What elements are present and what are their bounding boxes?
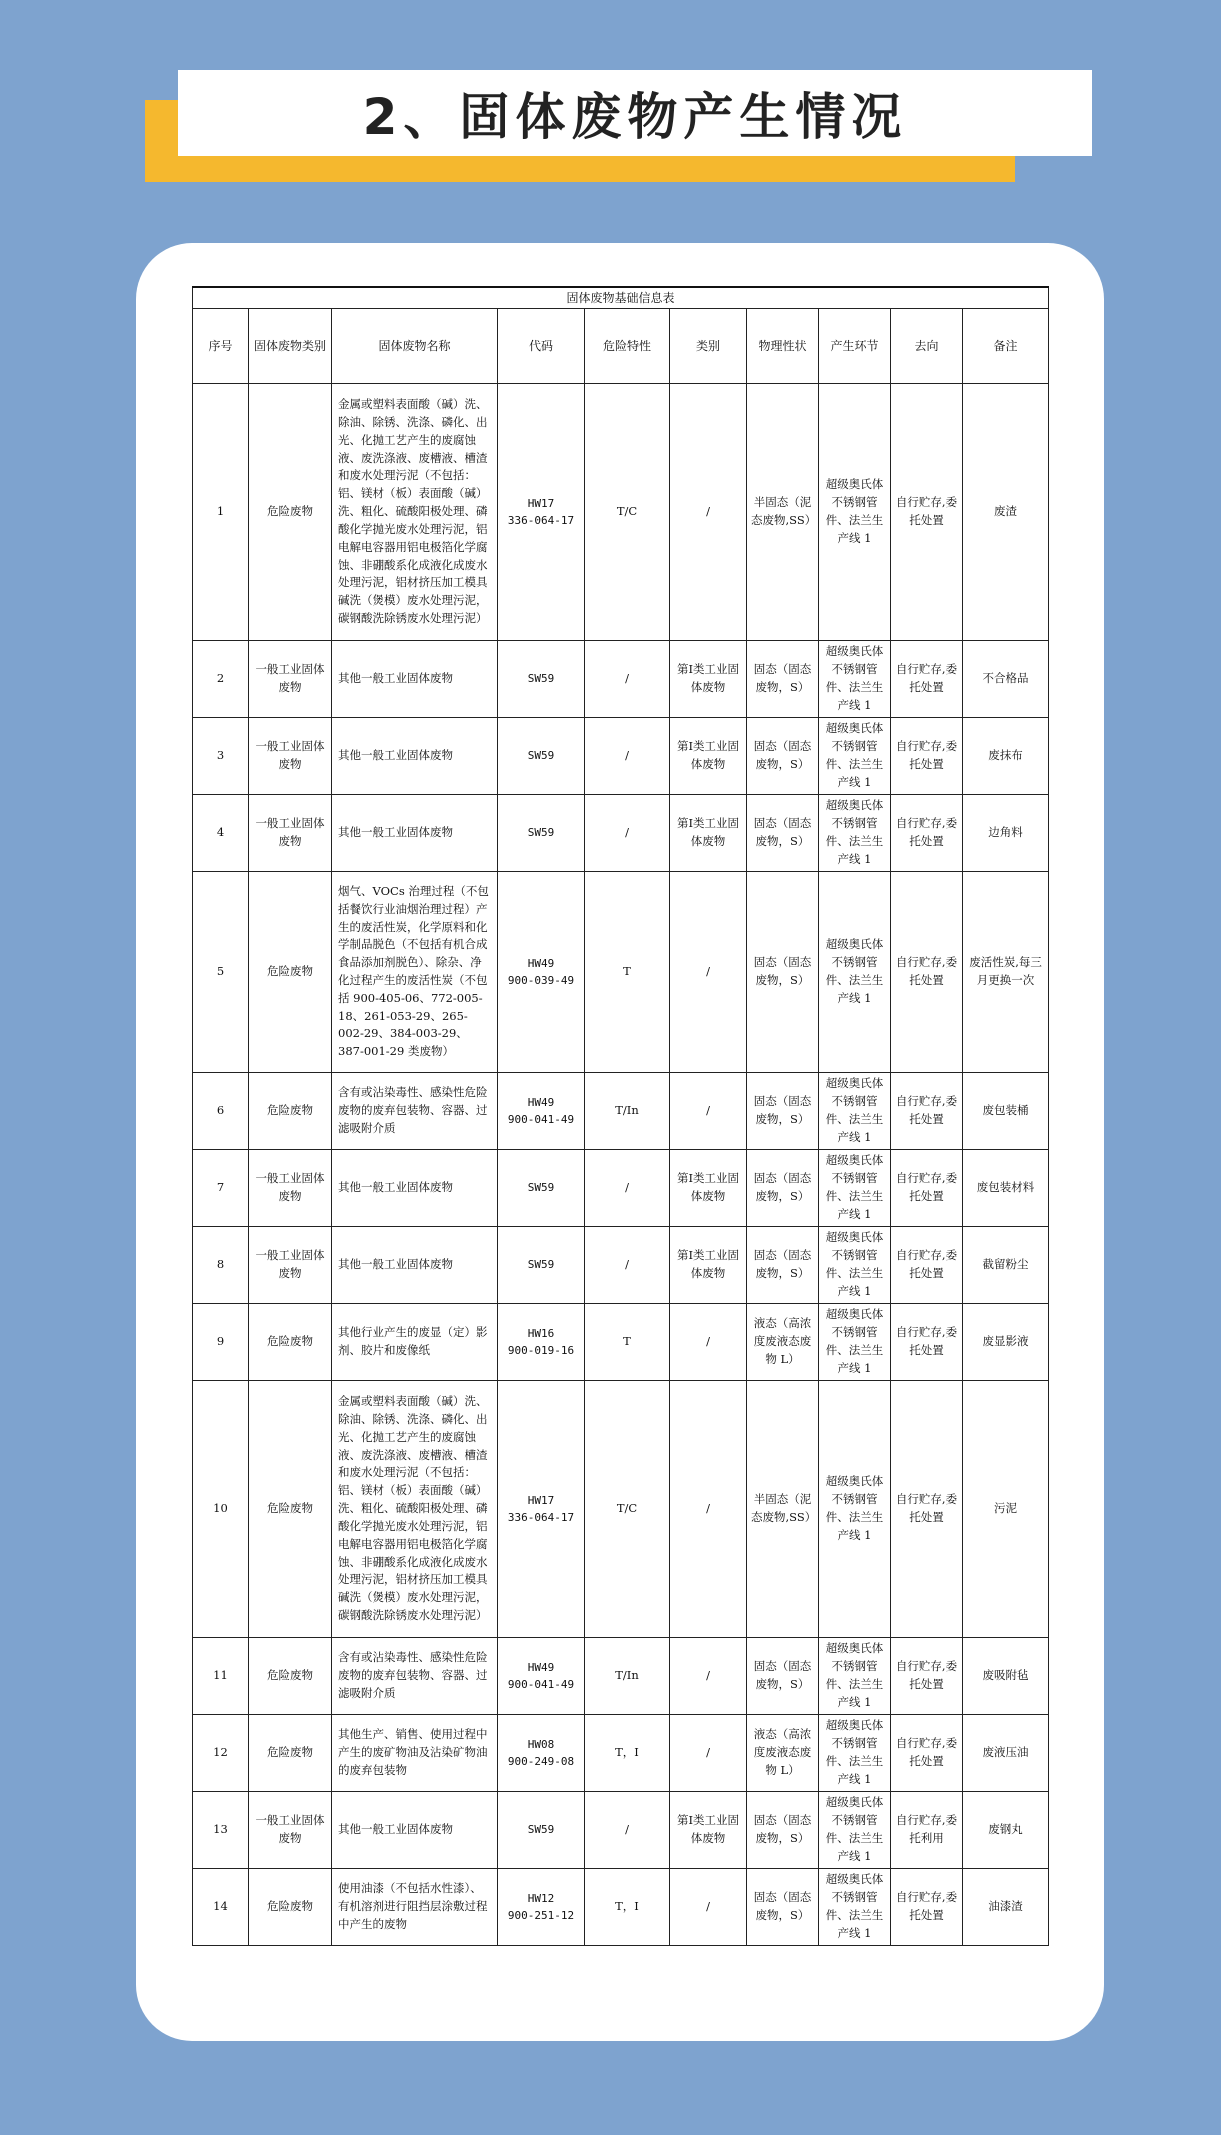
hazard-cell: T xyxy=(585,1304,670,1381)
waste-code-cell: HW17 336-064-17 xyxy=(498,1381,585,1638)
waste-code-cell: SW59 xyxy=(498,641,585,718)
category-cell: 第Ⅰ类工业固体废物 xyxy=(670,1227,747,1304)
table-row xyxy=(193,1792,1049,1869)
row-number: 11 xyxy=(193,1638,249,1715)
waste-code-cell: HW08 900-249-08 xyxy=(498,1715,585,1792)
category-cell: / xyxy=(670,1304,747,1381)
hazard-cell: T/C xyxy=(585,384,670,641)
process-cell: 超级奥氏体不锈钢管件、法兰生产线 1 xyxy=(819,1150,891,1227)
row-number: 13 xyxy=(193,1792,249,1869)
hazard-cell: / xyxy=(585,1150,670,1227)
category-cell: 第Ⅰ类工业固体废物 xyxy=(670,718,747,795)
waste-type-cell: 一般工业固体废物 xyxy=(249,1792,332,1869)
waste-name-cell: 其他行业产生的废显（定）影剂、胶片和废像纸 xyxy=(332,1304,498,1381)
waste-name-cell: 其他一般工业固体废物 xyxy=(332,795,498,872)
waste-name-cell: 烟气、VOCs 治理过程（不包括餐饮行业油烟治理过程）产生的废活性炭，化学原料和化学制品脱色（不包括有机合成食品添加剂脱色）、除杂、净化过程产生的废活性炭（不包括 900-405-06、772-005-18、261-053-29、265-002-29、384-003-29、387-001-29 类废物） xyxy=(332,872,498,1073)
category-cell: 第Ⅰ类工业固体废物 xyxy=(670,1150,747,1227)
waste-type-cell: 危险废物 xyxy=(249,872,332,1073)
column-header: 固体废物名称 xyxy=(332,309,498,384)
process-cell: 超级奥氏体不锈钢管件、法兰生产线 1 xyxy=(819,1792,891,1869)
category-cell: / xyxy=(670,1715,747,1792)
remark-cell: 废钢丸 xyxy=(963,1792,1049,1869)
column-header: 去向 xyxy=(891,309,963,384)
category-cell: / xyxy=(670,384,747,641)
remark-cell: 废包装桶 xyxy=(963,1073,1049,1150)
waste-type-cell: 一般工业固体废物 xyxy=(249,1227,332,1304)
destination-cell: 自行贮存,委托处置 xyxy=(891,1638,963,1715)
table-caption: 固体废物基础信息表 xyxy=(193,287,1049,309)
table-row xyxy=(193,1304,1049,1381)
category-cell: / xyxy=(670,872,747,1073)
table-row xyxy=(193,384,1049,641)
table-row xyxy=(193,1638,1049,1715)
scanned-table-document xyxy=(192,286,1048,1946)
row-number: 14 xyxy=(193,1869,249,1946)
waste-code-cell: HW49 900-041-49 xyxy=(498,1638,585,1715)
remark-cell: 不合格品 xyxy=(963,641,1049,718)
row-number: 10 xyxy=(193,1381,249,1638)
physical-state-cell: 固态（固态废物，S） xyxy=(747,795,819,872)
waste-type-cell: 一般工业固体废物 xyxy=(249,641,332,718)
destination-cell: 自行贮存,委托处置 xyxy=(891,1381,963,1638)
waste-name-cell: 使用油漆（不包括水性漆）、有机溶剂进行阻挡层涂敷过程中产生的废物 xyxy=(332,1869,498,1946)
waste-code-cell: HW17 336-064-17 xyxy=(498,384,585,641)
table-row xyxy=(193,1381,1049,1638)
waste-name-cell: 含有或沾染毒性、感染性危险废物的废弃包装物、容器、过滤吸附介质 xyxy=(332,1638,498,1715)
row-number: 8 xyxy=(193,1227,249,1304)
physical-state-cell: 半固态（泥态废物,SS） xyxy=(747,1381,819,1638)
physical-state-cell: 液态（高浓度废液态废物 L） xyxy=(747,1304,819,1381)
table-row xyxy=(193,1073,1049,1150)
process-cell: 超级奥氏体不锈钢管件、法兰生产线 1 xyxy=(819,1715,891,1792)
destination-cell: 自行贮存,委托处置 xyxy=(891,1073,963,1150)
column-header: 类别 xyxy=(670,309,747,384)
process-cell: 超级奥氏体不锈钢管件、法兰生产线 1 xyxy=(819,1227,891,1304)
row-number: 7 xyxy=(193,1150,249,1227)
column-header: 物理性状 xyxy=(747,309,819,384)
remark-cell: 废渣 xyxy=(963,384,1049,641)
waste-code-cell: SW59 xyxy=(498,718,585,795)
destination-cell: 自行贮存,委托利用 xyxy=(891,1792,963,1869)
category-cell: / xyxy=(670,1381,747,1638)
destination-cell: 自行贮存,委托处置 xyxy=(891,1869,963,1946)
physical-state-cell: 半固态（泥态废物,SS） xyxy=(747,384,819,641)
waste-type-cell: 危险废物 xyxy=(249,1381,332,1638)
table-row xyxy=(193,1715,1049,1792)
column-header: 备注 xyxy=(963,309,1049,384)
waste-type-cell: 危险废物 xyxy=(249,1869,332,1946)
process-cell: 超级奥氏体不锈钢管件、法兰生产线 1 xyxy=(819,718,891,795)
remark-cell: 油漆渣 xyxy=(963,1869,1049,1946)
physical-state-cell: 固态（固态废物，S） xyxy=(747,1792,819,1869)
process-cell: 超级奥氏体不锈钢管件、法兰生产线 1 xyxy=(819,1073,891,1150)
remark-cell: 废液压油 xyxy=(963,1715,1049,1792)
waste-name-cell: 其他生产、销售、使用过程中产生的废矿物油及沾染矿物油的废弃包装物 xyxy=(332,1715,498,1792)
column-header: 危险特性 xyxy=(585,309,670,384)
process-cell: 超级奥氏体不锈钢管件、法兰生产线 1 xyxy=(819,1304,891,1381)
category-cell: 第Ⅰ类工业固体废物 xyxy=(670,641,747,718)
destination-cell: 自行贮存,委托处置 xyxy=(891,1715,963,1792)
waste-code-cell: HW49 900-041-49 xyxy=(498,1073,585,1150)
table-row xyxy=(193,718,1049,795)
hazard-cell: T/In xyxy=(585,1638,670,1715)
category-cell: / xyxy=(670,1073,747,1150)
hazard-cell: / xyxy=(585,718,670,795)
hazard-cell: T xyxy=(585,872,670,1073)
waste-type-cell: 危险废物 xyxy=(249,1304,332,1381)
solid-waste-table xyxy=(192,286,1049,1946)
waste-code-cell: SW59 xyxy=(498,1227,585,1304)
waste-type-cell: 一般工业固体废物 xyxy=(249,718,332,795)
waste-type-cell: 一般工业固体废物 xyxy=(249,795,332,872)
process-cell: 超级奥氏体不锈钢管件、法兰生产线 1 xyxy=(819,384,891,641)
waste-type-cell: 危险废物 xyxy=(249,1073,332,1150)
column-header: 代码 xyxy=(498,309,585,384)
table-row xyxy=(193,1869,1049,1946)
waste-type-cell: 危险废物 xyxy=(249,384,332,641)
destination-cell: 自行贮存,委托处置 xyxy=(891,718,963,795)
hazard-cell: / xyxy=(585,641,670,718)
destination-cell: 自行贮存,委托处置 xyxy=(891,872,963,1073)
waste-name-cell: 金属或塑料表面酸（碱）洗、除油、除锈、洗涤、磷化、出光、化抛工艺产生的废腐蚀液、废洗涤液、废槽液、槽渣和废水处理污泥（不包括：铝、镁材（板）表面酸（碱）洗、粗化、硫酸阳极处理、磷酸化学抛光废水处理污泥，铝电解电容器用铝电极箔化学腐蚀、非硼酸系化成液化成废水处理污泥，铝材挤压加工模具碱洗（煲模）废水处理污泥，碳钢酸洗除锈废水处理污泥） xyxy=(332,1381,498,1638)
column-header: 固体废物类别 xyxy=(249,309,332,384)
destination-cell: 自行贮存,委托处置 xyxy=(891,1304,963,1381)
row-number: 12 xyxy=(193,1715,249,1792)
waste-name-cell: 其他一般工业固体废物 xyxy=(332,1792,498,1869)
hazard-cell: T/C xyxy=(585,1381,670,1638)
remark-cell: 废吸附毡 xyxy=(963,1638,1049,1715)
table-row xyxy=(193,1150,1049,1227)
hazard-cell: / xyxy=(585,795,670,872)
physical-state-cell: 固态（固态废物，S） xyxy=(747,1073,819,1150)
process-cell: 超级奥氏体不锈钢管件、法兰生产线 1 xyxy=(819,1381,891,1638)
remark-cell: 废活性炭,每三月更换一次 xyxy=(963,872,1049,1073)
process-cell: 超级奥氏体不锈钢管件、法兰生产线 1 xyxy=(819,795,891,872)
remark-cell: 废抹布 xyxy=(963,718,1049,795)
row-number: 9 xyxy=(193,1304,249,1381)
waste-type-cell: 危险废物 xyxy=(249,1638,332,1715)
row-number: 3 xyxy=(193,718,249,795)
table-row xyxy=(193,872,1049,1073)
waste-name-cell: 金属或塑料表面酸（碱）洗、除油、除锈、洗涤、磷化、出光、化抛工艺产生的废腐蚀液、废洗涤液、废槽液、槽渣和废水处理污泥（不包括：铝、镁材（板）表面酸（碱）洗、粗化、硫酸阳极处理、磷酸化学抛光废水处理污泥，铝电解电容器用铝电极箔化学腐蚀、非硼酸系化成液化成废水处理污泥，铝材挤压加工模具碱洗（煲模）废水处理污泥，碳钢酸洗除锈废水处理污泥） xyxy=(332,384,498,641)
physical-state-cell: 固态（固态废物，S） xyxy=(747,641,819,718)
table-row xyxy=(193,641,1049,718)
category-cell: / xyxy=(670,1638,747,1715)
waste-name-cell: 其他一般工业固体废物 xyxy=(332,1227,498,1304)
waste-code-cell: SW59 xyxy=(498,1150,585,1227)
category-cell: 第Ⅰ类工业固体废物 xyxy=(670,1792,747,1869)
waste-code-cell: SW59 xyxy=(498,1792,585,1869)
waste-code-cell: SW59 xyxy=(498,795,585,872)
destination-cell: 自行贮存,委托处置 xyxy=(891,795,963,872)
physical-state-cell: 液态（高浓度废液态废物 L） xyxy=(747,1715,819,1792)
title-banner xyxy=(178,70,1092,156)
row-number: 4 xyxy=(193,795,249,872)
remark-cell: 废显影液 xyxy=(963,1304,1049,1381)
physical-state-cell: 固态（固态废物，S） xyxy=(747,1150,819,1227)
row-number: 6 xyxy=(193,1073,249,1150)
hazard-cell: / xyxy=(585,1227,670,1304)
waste-name-cell: 其他一般工业固体废物 xyxy=(332,641,498,718)
waste-type-cell: 一般工业固体废物 xyxy=(249,1150,332,1227)
physical-state-cell: 固态（固态废物，S） xyxy=(747,1638,819,1715)
destination-cell: 自行贮存,委托处置 xyxy=(891,641,963,718)
table-row xyxy=(193,1227,1049,1304)
category-cell: / xyxy=(670,1869,747,1946)
physical-state-cell: 固态（固态废物，S） xyxy=(747,718,819,795)
row-number: 2 xyxy=(193,641,249,718)
column-header: 序号 xyxy=(193,309,249,384)
waste-code-cell: HW12 900-251-12 xyxy=(498,1869,585,1946)
remark-cell: 污泥 xyxy=(963,1381,1049,1638)
hazard-cell: / xyxy=(585,1792,670,1869)
row-number: 1 xyxy=(193,384,249,641)
waste-type-cell: 危险废物 xyxy=(249,1715,332,1792)
content-card xyxy=(136,243,1104,2041)
destination-cell: 自行贮存,委托处置 xyxy=(891,1150,963,1227)
row-number: 5 xyxy=(193,872,249,1073)
category-cell: 第Ⅰ类工业固体废物 xyxy=(670,795,747,872)
remark-cell: 边角料 xyxy=(963,795,1049,872)
remark-cell: 截留粉尘 xyxy=(963,1227,1049,1304)
hazard-cell: T/In xyxy=(585,1073,670,1150)
remark-cell: 废包装材料 xyxy=(963,1150,1049,1227)
waste-name-cell: 其他一般工业固体废物 xyxy=(332,1150,498,1227)
hazard-cell: T，I xyxy=(585,1715,670,1792)
waste-name-cell: 其他一般工业固体废物 xyxy=(332,718,498,795)
page-title: 2、固体废物产生情况 xyxy=(362,88,908,146)
waste-name-cell: 含有或沾染毒性、感染性危险废物的废弃包装物、容器、过滤吸附介质 xyxy=(332,1073,498,1150)
physical-state-cell: 固态（固态废物，S） xyxy=(747,872,819,1073)
table-row xyxy=(193,795,1049,872)
process-cell: 超级奥氏体不锈钢管件、法兰生产线 1 xyxy=(819,1638,891,1715)
waste-code-cell: HW49 900-039-49 xyxy=(498,872,585,1073)
destination-cell: 自行贮存,委托处置 xyxy=(891,384,963,641)
process-cell: 超级奥氏体不锈钢管件、法兰生产线 1 xyxy=(819,872,891,1073)
waste-code-cell: HW16 900-019-16 xyxy=(498,1304,585,1381)
process-cell: 超级奥氏体不锈钢管件、法兰生产线 1 xyxy=(819,641,891,718)
process-cell: 超级奥氏体不锈钢管件、法兰生产线 1 xyxy=(819,1869,891,1946)
physical-state-cell: 固态（固态废物，S） xyxy=(747,1869,819,1946)
destination-cell: 自行贮存,委托处置 xyxy=(891,1227,963,1304)
hazard-cell: T，I xyxy=(585,1869,670,1946)
column-header: 产生环节 xyxy=(819,309,891,384)
physical-state-cell: 固态（固态废物，S） xyxy=(747,1227,819,1304)
